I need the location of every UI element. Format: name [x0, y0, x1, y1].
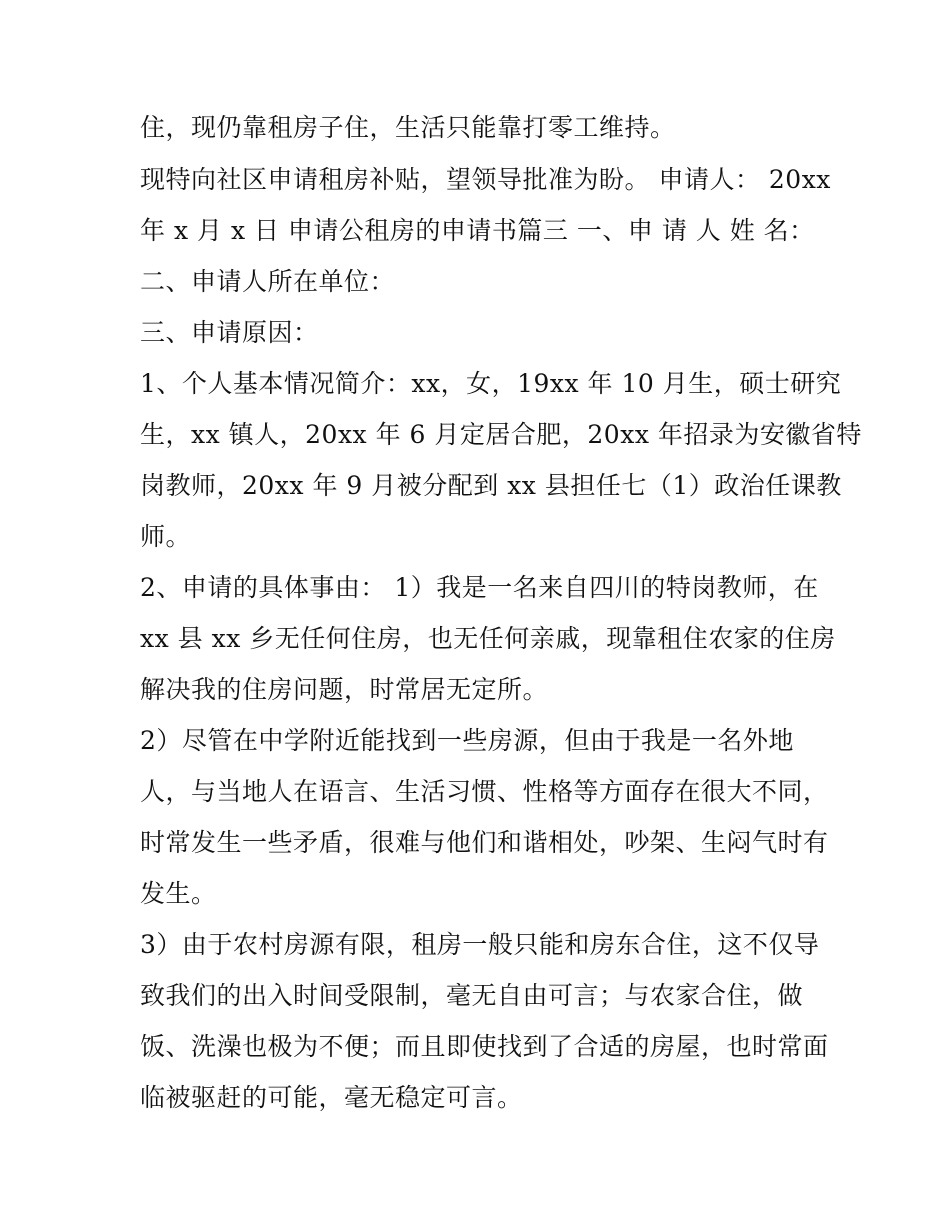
text-line: 2、申请的具体事由： 1）我是一名来自四川的特岗教师，在 — [140, 573, 819, 602]
text-line: 生，xx 镇人，20xx 年 6 月定居合肥，20xx 年招录为安徽省特 — [140, 420, 862, 449]
text-line: 解决我的住房问题，时常居无定所。 — [140, 675, 549, 704]
text-line: 时常发生一些矛盾，很难与他们和谐相处，吵架、生闷气时有 — [140, 828, 829, 857]
text-line: 二、申请人所在单位： — [140, 267, 396, 296]
text-line: 岗教师，20xx 年 9 月被分配到 xx 县担任七（1）政治任课教 — [140, 471, 842, 500]
text-line: 年 x 月 x 日 申请公租房的申请书篇三 一、申 请 人 姓 名： — [140, 216, 815, 245]
text-line: 1、个人基本情况简介：xx，女，19xx 年 10 月生，硕士研究 — [140, 369, 842, 398]
text-line: xx 县 xx 乡无任何住房，也无任何亲戚，现靠租住农家的住房 — [140, 624, 836, 653]
text-line: 现特向社区申请租房补贴，望领导批准为盼。 申请人： 20xx — [140, 165, 831, 194]
text-line: 临被驱赶的可能，毫无稳定可言。 — [140, 1083, 523, 1112]
text-line: 三、申请原因： — [140, 318, 319, 347]
text-line: 住，现仍靠租房子住，生活只能靠打零工维持。 — [140, 113, 676, 142]
text-line: 致我们的出入时间受限制，毫无自由可言；与农家合住，做 — [140, 981, 804, 1010]
text-line: 2）尽管在中学附近能找到一些房源，但由于我是一名外地 — [140, 726, 794, 755]
text-line: 3）由于农村房源有限，租房一般只能和房东合住，这不仅导 — [140, 930, 820, 959]
text-line: 饭、洗澡也极为不便；而且即使找到了合适的房屋，也时常面 — [140, 1032, 829, 1061]
text-line: 发生。 — [140, 879, 217, 908]
text-line: 人，与当地人在语言、生活习惯、性格等方面存在很大不同， — [140, 777, 829, 806]
text-line: 师。 — [140, 522, 192, 551]
